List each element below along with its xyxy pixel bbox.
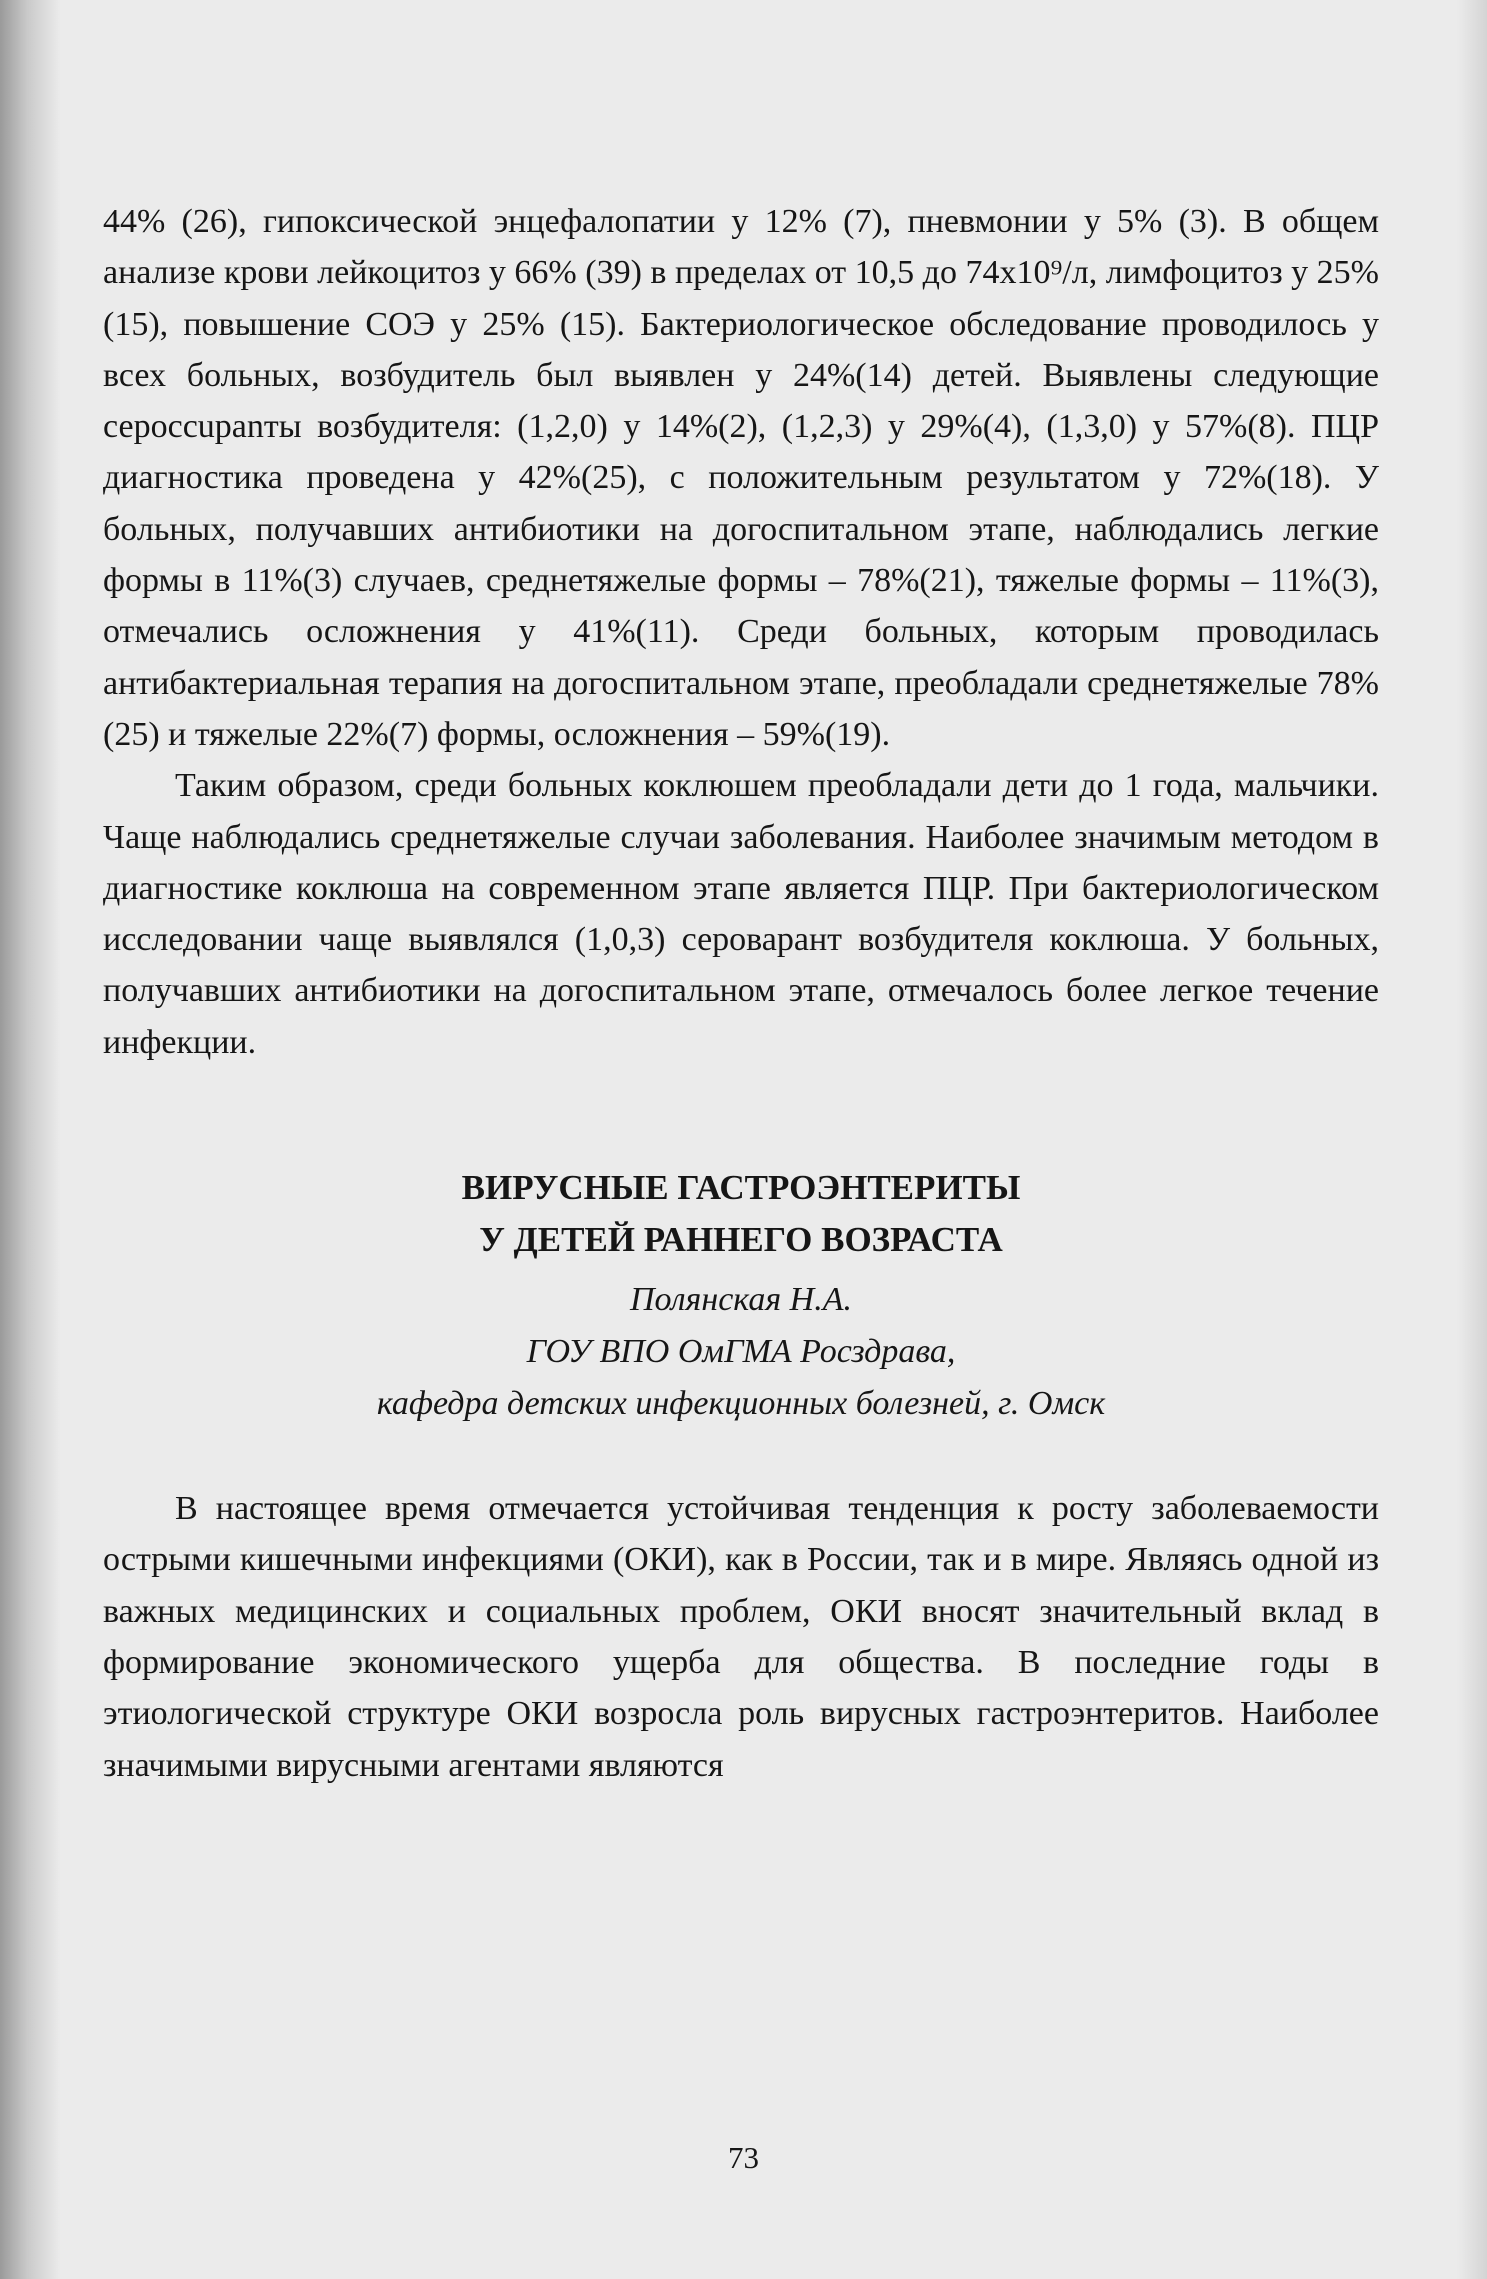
body-paragraph-3: В настоящее время отмечается устойчивая тенденция к росту заболеваемости острыми кишечными инфекциями (ОКИ), как в России, так и в мире. Являясь одной из важных медицинских и социальных проблем, ОКИ вносят значительный вклад в формирование экономического ущерба для общества. В последние годы в этиологической структуре ОКИ возросла роль вирусных гастроэнтеритов. Наиболее значимыми вирусными агентами являются (103, 1490, 1379, 1784)
body-paragraph-2: Таким образом, среди больных коклюшем преобладали дети до 1 года, мальчики. Чаще наблюдались среднетяжелые случаи заболевания. Наиболее значимым методом в диагностике коклюша на современном этапе является ПЦР. При бактериологическом исследовании чаще выявлялся (1,0,3) сероварант возбудителя коклюша. У больных, получавших антибиотики на догоспитальном этапе, отмечалось более легкое течение инфекции. (103, 767, 1379, 1061)
affiliation-line-1: ГОУ ВПО ОмГМА Росздрава, (526, 1333, 956, 1371)
section-title-line-1: ВИРУСНЫЕ ГАСТРОЭНТЕРИТЫ (461, 1168, 1021, 1208)
page-binding-shadow (0, 0, 60, 2279)
body-paragraph-1: 44% (26), гипоксической энцефалопатии у 12% (7), пневмонии у 5% (3). В общем анализе крови лейкоцитоз у 66% (39) в пределах от 10,5 до 74х10⁹/л, лимфоцитоз у 25% (15), повышение СОЭ у 25% (15). Бактериологическое обследование проводилось у всех больных, возбудитель был выявлен у 24%(14) детей. Выявлены следующие серoccupanты возбудителя: (1,2,0) у 14%(2), (1,2,3) у 29%(4), (1,3,0) у 57%(8). ПЦР диагностика проведена у 42%(25), с положительным результатом у 72%(18). У больных, получавших антибиотики на догоспитальном этапе, наблюдались легкие формы в 11%(3) случаев, среднетяжелые формы – 78%(21), тяжелые формы – 11%(3), отмечались осложнения у 41%(11). Среди больных, которым проводилась антибактериальная терапия на догоспитальном этапе, преобладали среднетяжелые 78%(25) и тяжелые 22%(7) формы, осложнения – 59%(19). (103, 203, 1379, 753)
section-title-line-2: У ДЕТЕЙ РАННЕГО ВОЗРАСТА (479, 1220, 1003, 1260)
page-content (103, 196, 1379, 1791)
page-edge-shadow (1457, 0, 1487, 2279)
author-name: Полянская Н.А. (630, 1281, 852, 1319)
spacer (103, 1430, 1379, 1483)
section-title (103, 1162, 1379, 1266)
affiliation (103, 1326, 1379, 1430)
affiliation-line-2: кафедра детских инфекционных болезней, г. Омск (376, 1385, 1106, 1423)
page-number: 73 (728, 2140, 759, 2175)
